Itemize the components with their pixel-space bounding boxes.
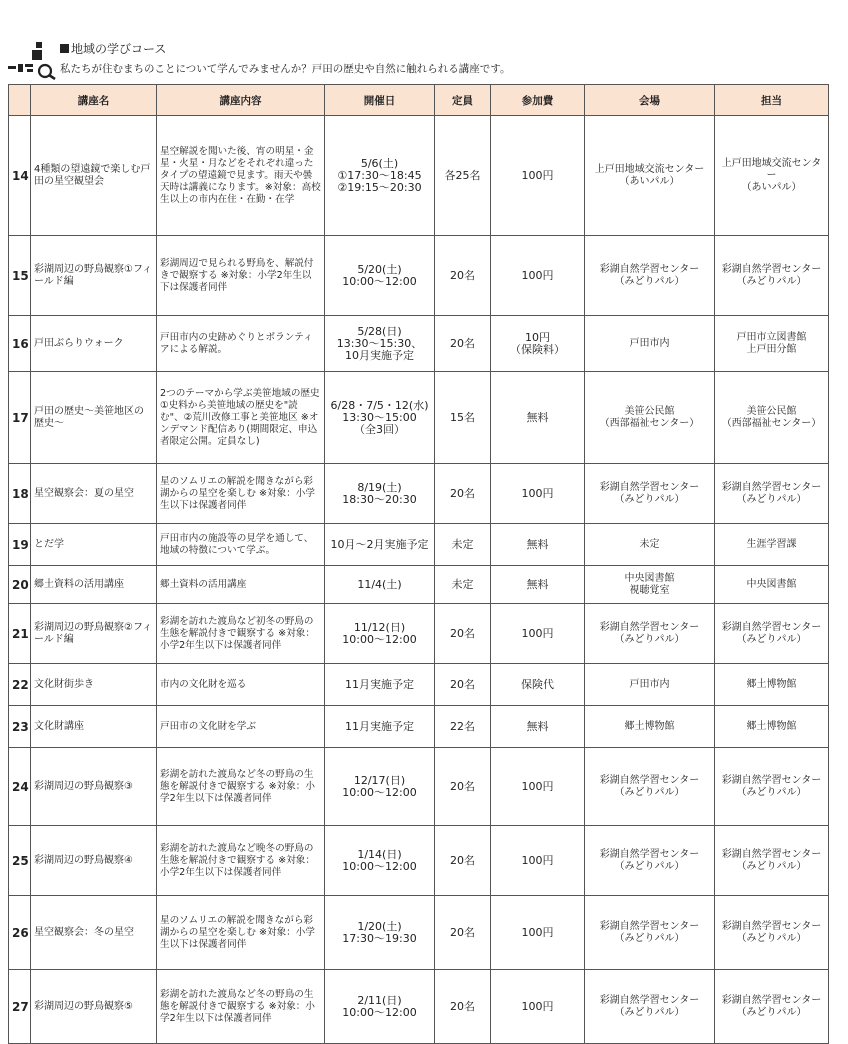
course-name: 戸田ぶらりウォーク: [31, 316, 157, 372]
table-row: [9, 826, 829, 896]
course-content: 星空解説を聞いた後、宵の明星・金星・火星・月などをそれぞれ違ったタイプの望遠鏡で見ます。雨天や曇天時は講義になります。※対象：高校生以上の市内在住・在勤・在学: [157, 116, 325, 236]
course-staff: 彩湖自然学習センター （みどりパル）: [715, 748, 829, 826]
course-venue: 彩湖自然学習センター （みどりパル）: [585, 970, 715, 1044]
course-venue: 彩湖自然学習センター （みどりパル）: [585, 464, 715, 524]
header-date: 開催日: [325, 85, 435, 116]
table-row: [9, 524, 829, 566]
course-name: 文化財講座: [31, 706, 157, 748]
course-venue: 彩湖自然学習センター （みどりパル）: [585, 604, 715, 664]
course-fee: 100円: [491, 604, 585, 664]
course-name: 彩湖周辺の野鳥観察②フィールド編: [31, 604, 157, 664]
course-fee: 100円: [491, 464, 585, 524]
course-staff: 彩湖自然学習センター （みどりパル）: [715, 896, 829, 970]
table-row: [9, 970, 829, 1044]
course-content: 彩湖を訪れた渡鳥など冬の野鳥の生態を解説付きで観察する ※対象：小学2年生以下は保護者同伴: [157, 970, 325, 1044]
course-staff: 中央図書館: [715, 566, 829, 604]
course-name: とだ学: [31, 524, 157, 566]
row-number: 22: [9, 664, 31, 706]
course-date: 5/6(土) ①17:30～18:45 ②19:15～20:30: [325, 116, 435, 236]
header-capacity: 定員: [435, 85, 491, 116]
course-date: 8/19(土) 18:30～20:30: [325, 464, 435, 524]
course-date: 1/20(土) 17:30～19:30: [325, 896, 435, 970]
course-content: 郷土資料の活用講座: [157, 566, 325, 604]
table-row: [9, 664, 829, 706]
course-capacity: 20名: [435, 896, 491, 970]
course-name: 文化財街歩き: [31, 664, 157, 706]
table-row: [9, 896, 829, 970]
course-capacity: 20名: [435, 664, 491, 706]
course-content: 2つのテーマから学ぶ美笹地域の歴史 ①史料から美笹地域の歴史を"読む"、②荒川改修工事と美笹地区 ※オンデマンド配信あり(期間限定、申込者限定公開。定員なし): [157, 372, 325, 464]
course-fee: 100円: [491, 970, 585, 1044]
row-number: 18: [9, 464, 31, 524]
course-name: 4種類の望遠鏡で楽しむ戸田の星空観望会: [31, 116, 157, 236]
course-date: 11/4(土): [325, 566, 435, 604]
course-date: 6/28・7/5・12(水) 13:30～15:00 （全3回）: [325, 372, 435, 464]
course-name: 彩湖周辺の野鳥観察③: [31, 748, 157, 826]
course-capacity: 未定: [435, 524, 491, 566]
course-fee: 100円: [491, 748, 585, 826]
course-staff: 彩湖自然学習センター （みどりパル）: [715, 970, 829, 1044]
table-row: [9, 116, 829, 236]
course-venue: 彩湖自然学習センター （みどりパル）: [585, 826, 715, 896]
course-content: 彩湖を訪れた渡鳥など初冬の野鳥の生態を解説付きで観察する ※対象：小学2年生以下は保護者同伴: [157, 604, 325, 664]
table-row: [9, 706, 829, 748]
course-name: 郷土資料の活用講座: [31, 566, 157, 604]
course-capacity: 22名: [435, 706, 491, 748]
course-staff: 上戸田地域交流センター （あいパル）: [715, 116, 829, 236]
course-capacity: 20名: [435, 826, 491, 896]
course-venue: 美笹公民館 （西部福祉センター）: [585, 372, 715, 464]
header-no: [9, 85, 31, 116]
course-date: 2/11(日) 10:00～12:00: [325, 970, 435, 1044]
course-name: 彩湖周辺の野鳥観察④: [31, 826, 157, 896]
course-venue: 中央図書館 視聴覚室: [585, 566, 715, 604]
row-number: 26: [9, 896, 31, 970]
table-row: [9, 566, 829, 604]
course-fee: 100円: [491, 116, 585, 236]
course-content: 市内の文化財を巡る: [157, 664, 325, 706]
row-number: 17: [9, 372, 31, 464]
header-fee: 参加費: [491, 85, 585, 116]
course-content: 星のソムリエの解説を聞きながら彩湖からの星空を楽しむ ※対象：小学生以下は保護者同伴: [157, 464, 325, 524]
course-capacity: 20名: [435, 316, 491, 372]
course-capacity: 20名: [435, 464, 491, 524]
course-staff: 戸田市立図書館 上戸田分館: [715, 316, 829, 372]
course-date: 5/28(日) 13:30～15:30、 10月実施予定: [325, 316, 435, 372]
course-capacity: 各25名: [435, 116, 491, 236]
course-fee: 無料: [491, 524, 585, 566]
table-row: [9, 604, 829, 664]
table-header-row: [9, 85, 829, 116]
course-venue: 彩湖自然学習センター （みどりパル）: [585, 896, 715, 970]
course-venue: 未定: [585, 524, 715, 566]
course-staff: 美笹公民館 （西部福祉センター）: [715, 372, 829, 464]
table-row: [9, 316, 829, 372]
course-table: [8, 84, 829, 1044]
row-number: 20: [9, 566, 31, 604]
page-header: [8, 36, 840, 82]
course-fee: 無料: [491, 706, 585, 748]
course-date: 1/14(日) 10:00～12:00: [325, 826, 435, 896]
course-date: 5/20(土) 10:00～12:00: [325, 236, 435, 316]
course-capacity: 20名: [435, 748, 491, 826]
course-date: 10月～2月実施予定: [325, 524, 435, 566]
course-venue: 彩湖自然学習センター （みどりパル）: [585, 236, 715, 316]
row-number: 23: [9, 706, 31, 748]
course-name: 戸田の歴史～美笹地区の歴史～: [31, 372, 157, 464]
table-row: [9, 464, 829, 524]
course-name: 星空観察会：夏の星空: [31, 464, 157, 524]
course-capacity: 20名: [435, 236, 491, 316]
course-capacity: 20名: [435, 970, 491, 1044]
table-row: [9, 372, 829, 464]
row-number: 14: [9, 116, 31, 236]
course-fee: 100円: [491, 236, 585, 316]
course-name: 彩湖周辺の野鳥観察①フィールド編: [31, 236, 157, 316]
course-staff: 彩湖自然学習センター （みどりパル）: [715, 826, 829, 896]
course-date: 12/17(日) 10:00～12:00: [325, 748, 435, 826]
course-capacity: 15名: [435, 372, 491, 464]
course-fee: 無料: [491, 372, 585, 464]
course-name: 彩湖周辺の野鳥観察⑤: [31, 970, 157, 1044]
header-content: 講座内容: [157, 85, 325, 116]
course-fee: 100円: [491, 896, 585, 970]
row-number: 27: [9, 970, 31, 1044]
row-number: 24: [9, 748, 31, 826]
course-date: 11月実施予定: [325, 706, 435, 748]
row-number: 15: [9, 236, 31, 316]
course-staff: 彩湖自然学習センター （みどりパル）: [715, 236, 829, 316]
course-content: 星のソムリエの解説を聞きながら彩湖からの星空を楽しむ ※対象：小学生以下は保護者同伴: [157, 896, 325, 970]
course-content: 戸田市内の施設等の見学を通して、地域の特徴について学ぶ。: [157, 524, 325, 566]
course-date: 11月実施予定: [325, 664, 435, 706]
row-number: 19: [9, 524, 31, 566]
course-fee: 10円 （保険料）: [491, 316, 585, 372]
header-venue: 会場: [585, 85, 715, 116]
course-content: 戸田市の文化財を学ぶ: [157, 706, 325, 748]
course-capacity: 未定: [435, 566, 491, 604]
course-staff: 郷土博物館: [715, 706, 829, 748]
course-fee: 保険代: [491, 664, 585, 706]
course-venue: 上戸田地域交流センター （あいパル）: [585, 116, 715, 236]
course-capacity: 20名: [435, 604, 491, 664]
course-content: 戸田市内の史跡めぐりとボランティアによる解説。: [157, 316, 325, 372]
row-number: 25: [9, 826, 31, 896]
row-number: 21: [9, 604, 31, 664]
course-content: 彩湖を訪れた渡鳥など冬の野鳥の生態を解説付きで観察する ※対象：小学2年生以下は保護者同伴: [157, 748, 325, 826]
course-content: 彩湖を訪れた渡鳥など晩冬の野鳥の生態を解説付きで観察する ※対象：小学2年生以下は保護者同伴: [157, 826, 325, 896]
page-title: 地域の学びコース: [60, 40, 166, 57]
course-date: 11/12(日) 10:00～12:00: [325, 604, 435, 664]
table-row: [9, 748, 829, 826]
course-fee: 無料: [491, 566, 585, 604]
header-staff: 担当: [715, 85, 829, 116]
course-staff: 生涯学習課: [715, 524, 829, 566]
course-fee: 100円: [491, 826, 585, 896]
row-number: 16: [9, 316, 31, 372]
course-staff: 郷土博物館: [715, 664, 829, 706]
header-name: 講座名: [31, 85, 157, 116]
course-name: 星空観察会：冬の星空: [31, 896, 157, 970]
page-subtitle: 私たちが住むまちのことについて学んでみませんか？戸田の歴史や自然に触れられる講座です。: [60, 63, 511, 75]
course-venue: 郷土博物館: [585, 706, 715, 748]
course-venue: 戸田市内: [585, 664, 715, 706]
course-staff: 彩湖自然学習センター （みどりパル）: [715, 464, 829, 524]
course-staff: 彩湖自然学習センター （みどりパル）: [715, 604, 829, 664]
course-content: 彩湖周辺で見られる野鳥を、解説付きで観察する ※対象：小学2年生以下は保護者同伴: [157, 236, 325, 316]
town-search-icon: [8, 40, 58, 80]
table-row: [9, 236, 829, 316]
course-venue: 戸田市内: [585, 316, 715, 372]
course-venue: 彩湖自然学習センター （みどりパル）: [585, 748, 715, 826]
